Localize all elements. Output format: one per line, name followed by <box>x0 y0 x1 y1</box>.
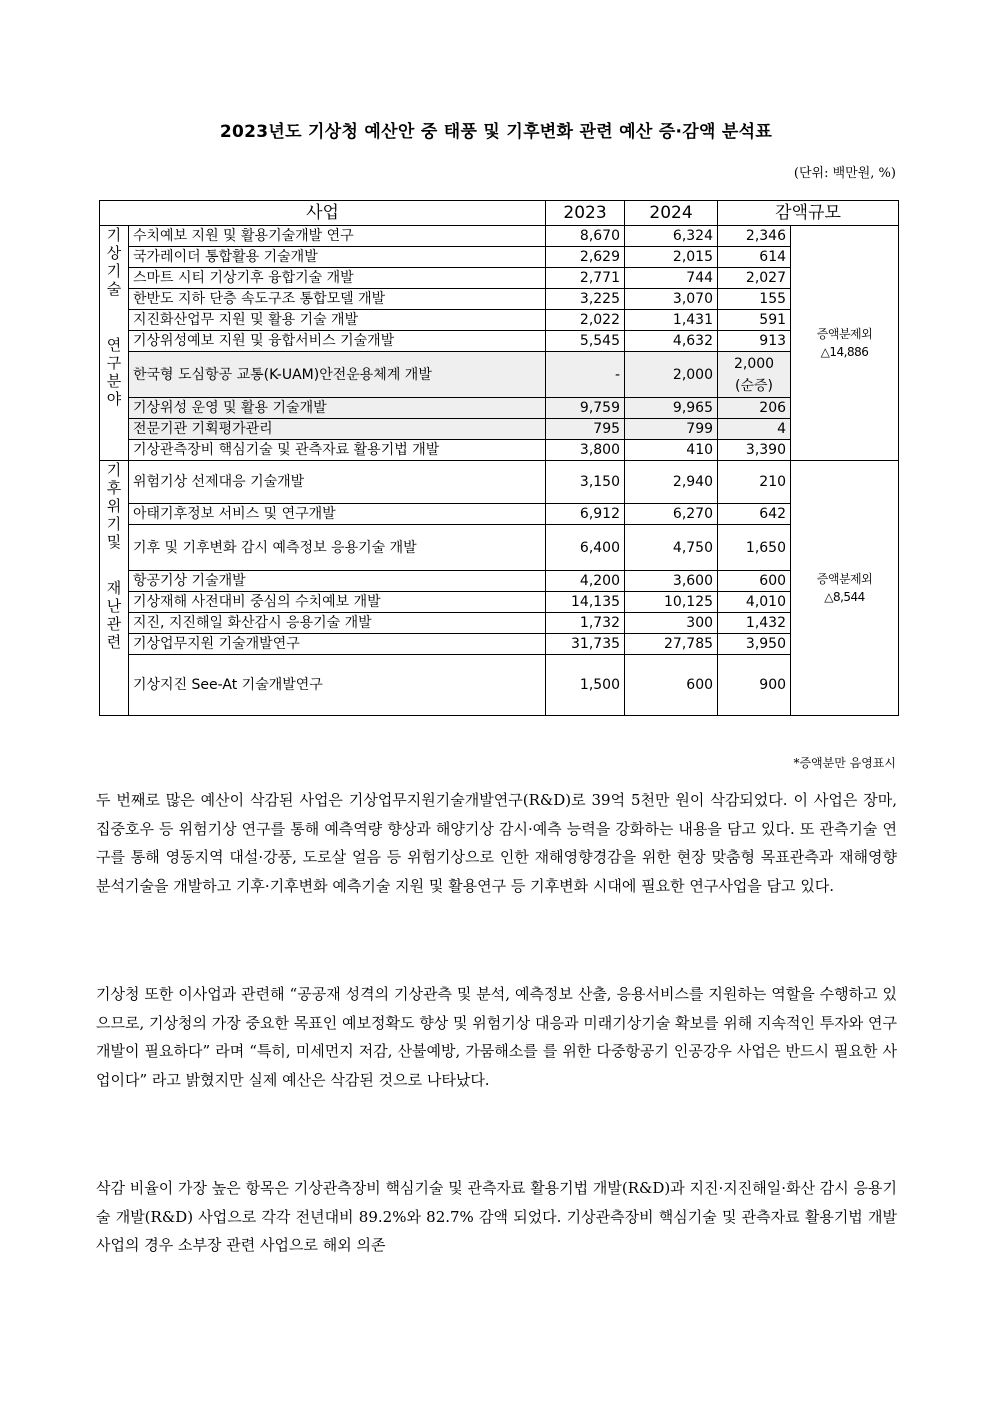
project-name: 스마트 시티 기상기후 융합기술 개발 <box>129 268 546 289</box>
category-char: 후 <box>106 479 122 497</box>
header-change: 감액규모 <box>718 201 899 226</box>
header-2023: 2023 <box>546 201 625 226</box>
value-2024: 3,070 <box>625 289 718 310</box>
value-2023: 2,629 <box>546 247 625 268</box>
table-row <box>100 419 899 440</box>
table-row <box>100 461 899 504</box>
change-amount: 4 <box>718 419 791 440</box>
value-2024: 6,324 <box>625 226 718 247</box>
paragraph-2: 기상청 또한 이사업과 관련해 “공공재 성격의 기상관측 및 분석, 예측정보 산출, 응용서비스를 지원하는 역할을 수행하고 있으므로, 기상청의 가장 중요한 목표인 예보정확도 향상 및 위험기상 대응과 미래기상기술 확보를 위해 지속적인 투자와 연구개발이 필요하다” 라며 “특히, 미세먼지 저감, 산불예방, 가뭄해소를 를 위한 다중항공기 인공강우 사업은 반드시 필요한 사업이다” 라고 밝혔지만 실제 예산은 삭감된 것으로 나타났다. <box>96 985 897 1090</box>
header-project: 사업 <box>100 201 546 226</box>
project-name: 지진화산업무 지원 및 활용 기술 개발 <box>129 310 546 331</box>
value-2024: 4,750 <box>625 525 718 571</box>
project-name: 기상위성 운영 및 활용 기술개발 <box>129 398 546 419</box>
table-row <box>100 634 899 655</box>
category-char: 기 <box>106 226 122 244</box>
value-2023: 4,200 <box>546 571 625 592</box>
paragraph-1: 두 번째로 많은 예산이 삭감된 사업은 기상업무지원기술개발연구(R&D)로 39억 5천만 원이 삭감되었다. 이 사업은 장마, 집중호우 등 위험기상 연구를 통해 예측역량 향상과 해양기상 감시·예측 능력을 강화하는 내용을 담고 있다. 또 관측기술 연구를 통해 영동지역 대설·강풍, 도로살 얼음 등 위험기상으로 인한 재해영향경감을 위한 현장 맞춤형 목표관측과 재해영향 분석기술을 개발하고 기후·기후변화 예측기술 지원 및 활용연구 등 기후변화 시대에 필요한 연구사업을 담고 있다. <box>96 791 897 896</box>
header-2024: 2024 <box>625 201 718 226</box>
group-note <box>791 461 899 716</box>
category-char: 상 <box>106 244 122 262</box>
group-note-total: △14,886 <box>820 345 869 359</box>
change-amount: 1,650 <box>718 525 791 571</box>
category-char: 기 <box>106 515 122 533</box>
category-char: 난 <box>106 597 122 615</box>
value-2024: 2,000 <box>625 352 718 398</box>
table-row <box>100 571 899 592</box>
table-row <box>100 398 899 419</box>
table-header-row <box>100 201 899 226</box>
project-name: 기상재해 사전대비 중심의 수치예보 개발 <box>129 592 546 613</box>
project-name: 위험기상 선제대응 기술개발 <box>129 461 546 504</box>
value-2023: 3,800 <box>546 440 625 461</box>
change-amount: 155 <box>718 289 791 310</box>
project-name: 기후 및 기후변화 감시 예측정보 응용기술 개발 <box>129 525 546 571</box>
category-char: 구 <box>106 354 122 372</box>
table-row <box>100 268 899 289</box>
change-amount: 2,027 <box>718 268 791 289</box>
project-name: 기상관측장비 핵심기술 및 관측자료 활용기법 개발 <box>129 440 546 461</box>
change-amount <box>718 352 791 398</box>
group-note-label: 증액분제외 <box>816 572 873 586</box>
table-row <box>100 440 899 461</box>
change-amount: 900 <box>718 655 791 716</box>
footnote: *증액분만 음영표시 <box>793 756 896 770</box>
group-note-total: △8,544 <box>824 590 865 604</box>
category-char: 련 <box>106 633 122 651</box>
value-2024: 1,431 <box>625 310 718 331</box>
category-char <box>100 298 128 336</box>
unit-label: (단위: 백만원, %) <box>793 166 896 181</box>
value-2024: 410 <box>625 440 718 461</box>
value-2024: 4,632 <box>625 331 718 352</box>
project-name: 기상업무지원 기술개발연구 <box>129 634 546 655</box>
change-amount: 2,346 <box>718 226 791 247</box>
table-row <box>100 289 899 310</box>
value-2024: 2,940 <box>625 461 718 504</box>
value-2023: 9,759 <box>546 398 625 419</box>
value-2023: 2,771 <box>546 268 625 289</box>
change-amount: 591 <box>718 310 791 331</box>
project-name: 아태기후정보 서비스 및 연구개발 <box>129 504 546 525</box>
value-2024: 600 <box>625 655 718 716</box>
paragraph-3: 삭감 비율이 가장 높은 항목은 기상관측장비 핵심기술 및 관측자료 활용기법 개발(R&D)과 지진·지진해일·화산 감시 응용기술 개발(R&D) 사업으로 각각 전년대비 89.2%와 82.7% 감액 되었다. 기상관측장비 핵심기술 및 관측자료 활용기법 개발사업의 경우 소부장 관련 사업으로 해외 의존 <box>96 1179 897 1255</box>
category-char: 기 <box>106 262 122 280</box>
value-2024: 744 <box>625 268 718 289</box>
table-row <box>100 331 899 352</box>
project-name: 기상위성예보 지원 및 융합서비스 기술개발 <box>129 331 546 352</box>
project-name: 한반도 지하 단층 속도구조 통합모델 개발 <box>129 289 546 310</box>
budget-table <box>99 200 899 716</box>
value-2024: 9,965 <box>625 398 718 419</box>
project-name: 기상지진 See-At 기술개발연구 <box>129 655 546 716</box>
project-name: 국가레이더 통합활용 기술개발 <box>129 247 546 268</box>
table-row <box>100 226 899 247</box>
change-amount: 913 <box>718 331 791 352</box>
value-2023: 1,732 <box>546 613 625 634</box>
table-row <box>100 310 899 331</box>
value-2024: 27,785 <box>625 634 718 655</box>
value-2024: 300 <box>625 613 718 634</box>
value-2023: 8,670 <box>546 226 625 247</box>
value-2023: - <box>546 352 625 398</box>
value-2023: 6,400 <box>546 525 625 571</box>
project-name: 수치예보 지원 및 활용기술개발 연구 <box>129 226 546 247</box>
category-char: 기 <box>106 461 122 479</box>
value-2023: 6,912 <box>546 504 625 525</box>
table-row <box>100 352 899 398</box>
category-char: 관 <box>106 615 122 633</box>
value-2023: 14,135 <box>546 592 625 613</box>
table-row <box>100 504 899 525</box>
change-amount: 642 <box>718 504 791 525</box>
category-char: 연 <box>106 336 122 354</box>
change-amount: 4,010 <box>718 592 791 613</box>
project-name: 항공기상 기술개발 <box>129 571 546 592</box>
category-char: 야 <box>106 390 122 408</box>
table-body <box>100 226 899 716</box>
value-2024: 10,125 <box>625 592 718 613</box>
table-row <box>100 247 899 268</box>
value-2023: 795 <box>546 419 625 440</box>
value-2023: 2,022 <box>546 310 625 331</box>
category-char: 위 <box>106 497 122 515</box>
value-2023: 5,545 <box>546 331 625 352</box>
change-amount-value: 2,000 <box>733 355 775 372</box>
change-amount: 210 <box>718 461 791 504</box>
category-char: 분 <box>106 372 122 390</box>
group-note-label: 증액분제외 <box>816 327 873 341</box>
value-2024: 799 <box>625 419 718 440</box>
category-char: 및 <box>106 533 122 551</box>
change-amount: 3,390 <box>718 440 791 461</box>
value-2023: 3,225 <box>546 289 625 310</box>
value-2023: 31,735 <box>546 634 625 655</box>
table-row <box>100 592 899 613</box>
change-amount: 614 <box>718 247 791 268</box>
category-cell <box>100 461 129 716</box>
category-char: 술 <box>106 280 122 298</box>
value-2024: 6,270 <box>625 504 718 525</box>
change-amount: 3,950 <box>718 634 791 655</box>
value-2024: 2,015 <box>625 247 718 268</box>
page-title: 2023년도 기상청 예산안 중 태풍 및 기후변화 관련 예산 증·감액 분석표 <box>219 122 773 142</box>
value-2023: 3,150 <box>546 461 625 504</box>
category-cell <box>100 226 129 461</box>
table-row <box>100 613 899 634</box>
net-increase-label: (순증) <box>735 377 773 394</box>
table-row <box>100 655 899 716</box>
change-amount: 1,432 <box>718 613 791 634</box>
value-2024: 3,600 <box>625 571 718 592</box>
project-name: 지진, 지진해일 화산감시 응용기술 개발 <box>129 613 546 634</box>
project-name: 한국형 도심항공 교통(K-UAM)안전운용체계 개발 <box>129 352 546 398</box>
category-char <box>100 551 128 579</box>
category-char: 재 <box>106 579 122 597</box>
change-amount: 600 <box>718 571 791 592</box>
project-name: 전문기관 기획평가관리 <box>129 419 546 440</box>
change-amount: 206 <box>718 398 791 419</box>
value-2023: 1,500 <box>546 655 625 716</box>
table-row <box>100 525 899 571</box>
group-note <box>791 226 899 461</box>
